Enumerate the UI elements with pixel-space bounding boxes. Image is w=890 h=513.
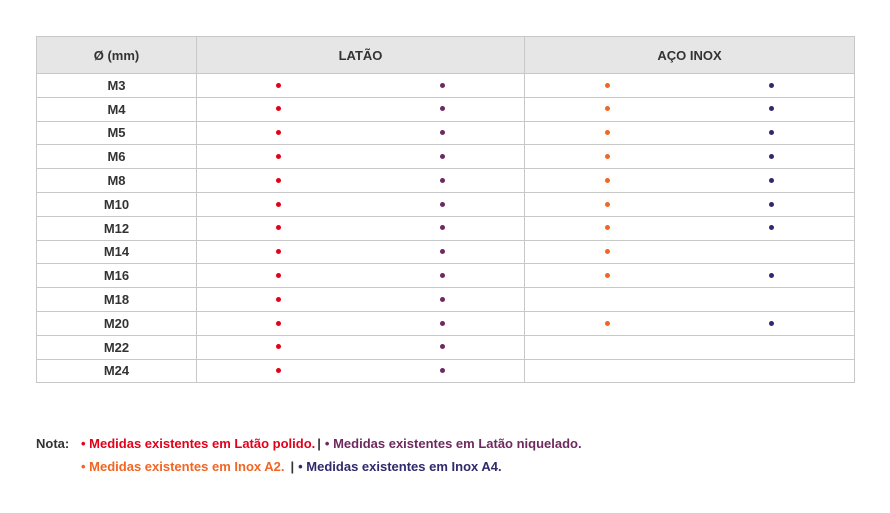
availability-cell bbox=[525, 192, 690, 216]
dot-polished-brass bbox=[276, 106, 281, 111]
dot-inox-a4 bbox=[769, 273, 774, 278]
dot-inox-a4 bbox=[769, 106, 774, 111]
availability-cell bbox=[525, 264, 690, 288]
dot-inox-a2 bbox=[605, 273, 610, 278]
dot-polished-brass bbox=[276, 297, 281, 302]
table-row bbox=[37, 121, 855, 145]
availability-cell bbox=[525, 74, 690, 98]
dot-inox-a2 bbox=[605, 130, 610, 135]
dot-inox-a4 bbox=[769, 83, 774, 88]
availability-cell bbox=[361, 97, 525, 121]
size-cell: M24 bbox=[37, 359, 197, 383]
availability-cell bbox=[690, 240, 855, 264]
dot-inox-a2 bbox=[605, 83, 610, 88]
availability-cell bbox=[197, 169, 361, 193]
table-header-row bbox=[37, 37, 855, 74]
dot-inox-a2 bbox=[605, 202, 610, 207]
availability-cell bbox=[197, 359, 361, 383]
size-cell: M5 bbox=[37, 121, 197, 145]
dot-polished-brass bbox=[276, 83, 281, 88]
availability-cell bbox=[361, 240, 525, 264]
dot-polished-brass bbox=[276, 249, 281, 254]
availability-cell bbox=[361, 216, 525, 240]
legend-separator: | bbox=[317, 436, 321, 451]
table-row bbox=[37, 240, 855, 264]
size-cell: M8 bbox=[37, 169, 197, 193]
availability-cell bbox=[525, 240, 690, 264]
availability-cell bbox=[361, 359, 525, 383]
table-row bbox=[37, 311, 855, 335]
availability-cell bbox=[525, 288, 690, 312]
dot-polished-brass bbox=[276, 321, 281, 326]
availability-cell bbox=[690, 359, 855, 383]
availability-cell bbox=[197, 97, 361, 121]
legend-inox-a2: • Medidas existentes em Inox A2. bbox=[81, 459, 285, 474]
dot-inox-a2 bbox=[605, 178, 610, 183]
dot-nickel-brass bbox=[440, 154, 445, 159]
availability-cell bbox=[690, 97, 855, 121]
availability-cell bbox=[690, 169, 855, 193]
table-row bbox=[37, 192, 855, 216]
header-stainless-steel: AÇO INOX bbox=[525, 37, 855, 74]
size-cell: M22 bbox=[37, 335, 197, 359]
legend-inox-a4: • Medidas existentes em Inox A4. bbox=[298, 459, 502, 474]
dot-nickel-brass bbox=[440, 83, 445, 88]
availability-cell bbox=[525, 169, 690, 193]
legend-notes bbox=[36, 432, 582, 478]
table-row bbox=[37, 97, 855, 121]
availability-cell bbox=[525, 311, 690, 335]
dot-nickel-brass bbox=[440, 225, 445, 230]
availability-cell bbox=[197, 288, 361, 312]
dot-inox-a2 bbox=[605, 225, 610, 230]
dot-polished-brass bbox=[276, 178, 281, 183]
availability-cell bbox=[690, 145, 855, 169]
note-label: Nota: bbox=[36, 436, 70, 451]
availability-cell bbox=[361, 169, 525, 193]
table-row bbox=[37, 359, 855, 383]
dot-inox-a4 bbox=[769, 321, 774, 326]
size-cell: M3 bbox=[37, 74, 197, 98]
size-cell: M10 bbox=[37, 192, 197, 216]
dot-polished-brass bbox=[276, 130, 281, 135]
availability-cell bbox=[690, 216, 855, 240]
dot-nickel-brass bbox=[440, 249, 445, 254]
availability-cell bbox=[690, 121, 855, 145]
availability-cell bbox=[197, 335, 361, 359]
availability-cell bbox=[525, 121, 690, 145]
dot-polished-brass bbox=[276, 273, 281, 278]
table-body bbox=[37, 74, 855, 383]
size-cell: M18 bbox=[37, 288, 197, 312]
table-row bbox=[37, 288, 855, 312]
availability-cell bbox=[197, 264, 361, 288]
legend-nickel-brass: • Medidas existentes em Latão niquelado. bbox=[324, 436, 582, 451]
sizes-table bbox=[36, 36, 855, 383]
availability-cell bbox=[197, 192, 361, 216]
availability-cell bbox=[361, 335, 525, 359]
dot-inox-a2 bbox=[605, 154, 610, 159]
availability-cell bbox=[197, 74, 361, 98]
dot-polished-brass bbox=[276, 225, 281, 230]
dot-nickel-brass bbox=[440, 321, 445, 326]
availability-cell bbox=[197, 145, 361, 169]
header-brass: LATÃO bbox=[197, 37, 525, 74]
availability-cell bbox=[525, 335, 690, 359]
size-cell: M14 bbox=[37, 240, 197, 264]
availability-cell bbox=[690, 288, 855, 312]
dot-inox-a2 bbox=[605, 249, 610, 254]
size-cell: M4 bbox=[37, 97, 197, 121]
dot-nickel-brass bbox=[440, 130, 445, 135]
availability-cell bbox=[690, 74, 855, 98]
legend-line-stainless bbox=[36, 455, 582, 478]
table-row bbox=[37, 264, 855, 288]
table-row bbox=[37, 335, 855, 359]
table-row bbox=[37, 169, 855, 193]
legend-polished-brass: • Medidas existentes em Latão polido. bbox=[81, 436, 316, 451]
legend-line-brass bbox=[36, 432, 582, 455]
availability-cell bbox=[197, 121, 361, 145]
dot-nickel-brass bbox=[440, 368, 445, 373]
availability-cell bbox=[525, 359, 690, 383]
availability-cell bbox=[690, 264, 855, 288]
size-cell: M16 bbox=[37, 264, 197, 288]
dot-nickel-brass bbox=[440, 344, 445, 349]
dot-nickel-brass bbox=[440, 273, 445, 278]
availability-cell bbox=[197, 216, 361, 240]
dot-polished-brass bbox=[276, 344, 281, 349]
dot-inox-a4 bbox=[769, 202, 774, 207]
availability-cell bbox=[361, 145, 525, 169]
size-cell: M12 bbox=[37, 216, 197, 240]
legend-separator: | bbox=[290, 459, 295, 474]
availability-cell bbox=[361, 192, 525, 216]
availability-cell bbox=[197, 240, 361, 264]
dot-inox-a4 bbox=[769, 130, 774, 135]
availability-cell bbox=[197, 311, 361, 335]
size-cell: M20 bbox=[37, 311, 197, 335]
availability-cell bbox=[361, 264, 525, 288]
availability-cell bbox=[690, 192, 855, 216]
dot-nickel-brass bbox=[440, 106, 445, 111]
dot-polished-brass bbox=[276, 368, 281, 373]
availability-cell bbox=[525, 97, 690, 121]
dot-inox-a2 bbox=[605, 106, 610, 111]
availability-cell bbox=[361, 74, 525, 98]
availability-cell bbox=[690, 311, 855, 335]
dot-inox-a4 bbox=[769, 225, 774, 230]
table-row bbox=[37, 216, 855, 240]
table-row bbox=[37, 145, 855, 169]
dot-inox-a4 bbox=[769, 178, 774, 183]
dot-polished-brass bbox=[276, 154, 281, 159]
availability-cell bbox=[690, 335, 855, 359]
dot-nickel-brass bbox=[440, 178, 445, 183]
availability-cell bbox=[525, 216, 690, 240]
dot-nickel-brass bbox=[440, 202, 445, 207]
availability-cell bbox=[361, 121, 525, 145]
dot-nickel-brass bbox=[440, 297, 445, 302]
size-cell: M6 bbox=[37, 145, 197, 169]
dot-inox-a4 bbox=[769, 154, 774, 159]
availability-cell bbox=[525, 145, 690, 169]
availability-cell bbox=[361, 288, 525, 312]
dot-polished-brass bbox=[276, 202, 281, 207]
table-row bbox=[37, 74, 855, 98]
availability-cell bbox=[361, 311, 525, 335]
header-diameter: Ø (mm) bbox=[37, 37, 197, 74]
dot-inox-a2 bbox=[605, 321, 610, 326]
